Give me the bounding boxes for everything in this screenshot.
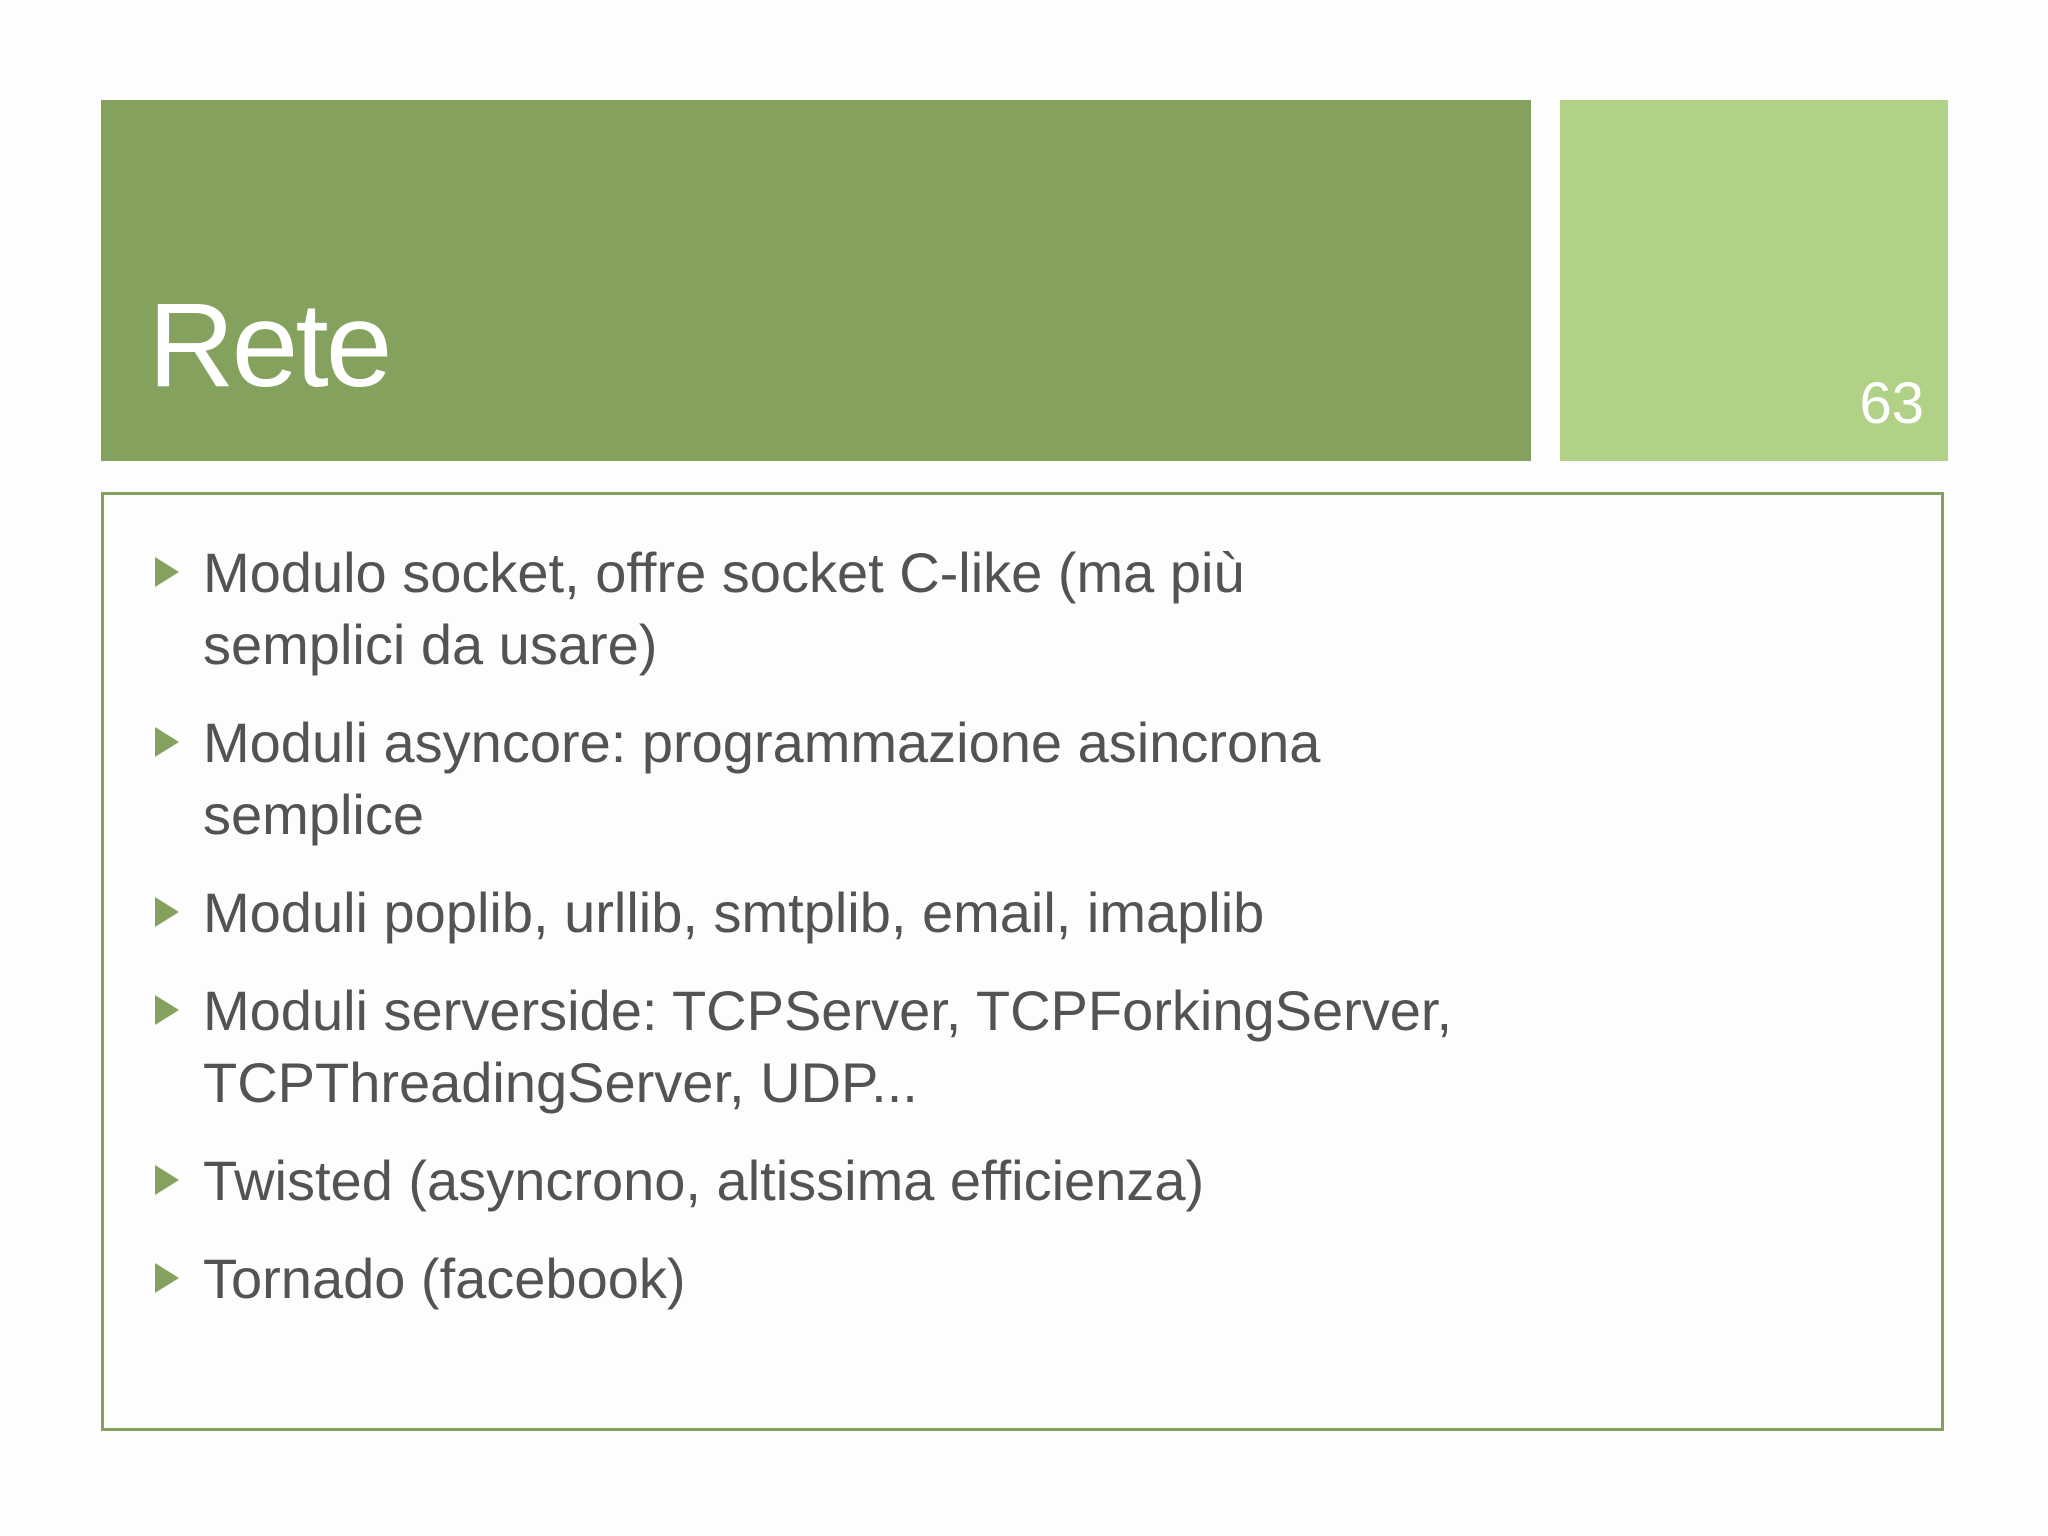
triangle-right-icon: [155, 1165, 179, 1195]
bullet-list: [150, 537, 1650, 1341]
bullet-text-line: Twisted (asyncrono, altissima efficienza): [203, 1149, 1205, 1212]
triangle-right-icon: [155, 557, 179, 587]
bullet-item: [150, 707, 1650, 851]
triangle-right-icon: [155, 1263, 179, 1293]
bullet-item: [150, 877, 1650, 949]
content-box: [101, 492, 1944, 1431]
bullet-item: [150, 975, 1650, 1119]
bullet-text-line: TCPThreadingServer, UDP...: [203, 1051, 918, 1114]
bullet-text-line: semplici da usare): [203, 613, 658, 676]
triangle-right-icon: [155, 897, 179, 927]
bullet-item: [150, 537, 1650, 681]
triangle-right-icon: [155, 995, 179, 1025]
bullet-text-line: Moduli asyncore: programmazione asincrona: [203, 711, 1321, 774]
slide-number: 63: [1859, 371, 1924, 436]
bullet-text-line: Moduli poplib, urllib, smtplib, email, imaplib: [203, 881, 1265, 944]
title-bar: [101, 100, 1531, 461]
triangle-right-icon: [155, 727, 179, 757]
slide-title: Rete: [148, 278, 390, 412]
bullet-text-line: Moduli serverside: TCPServer, TCPForkingServer,: [203, 979, 1453, 1042]
bullet-item: [150, 1145, 1650, 1217]
bullet-text-line: Modulo socket, offre socket C-like (ma più: [203, 541, 1245, 604]
bullet-item: [150, 1243, 1650, 1315]
bullet-text-line: semplice: [203, 783, 424, 846]
bullet-text-line: Tornado (facebook): [203, 1247, 686, 1310]
slide-number-block: [1560, 100, 1948, 461]
